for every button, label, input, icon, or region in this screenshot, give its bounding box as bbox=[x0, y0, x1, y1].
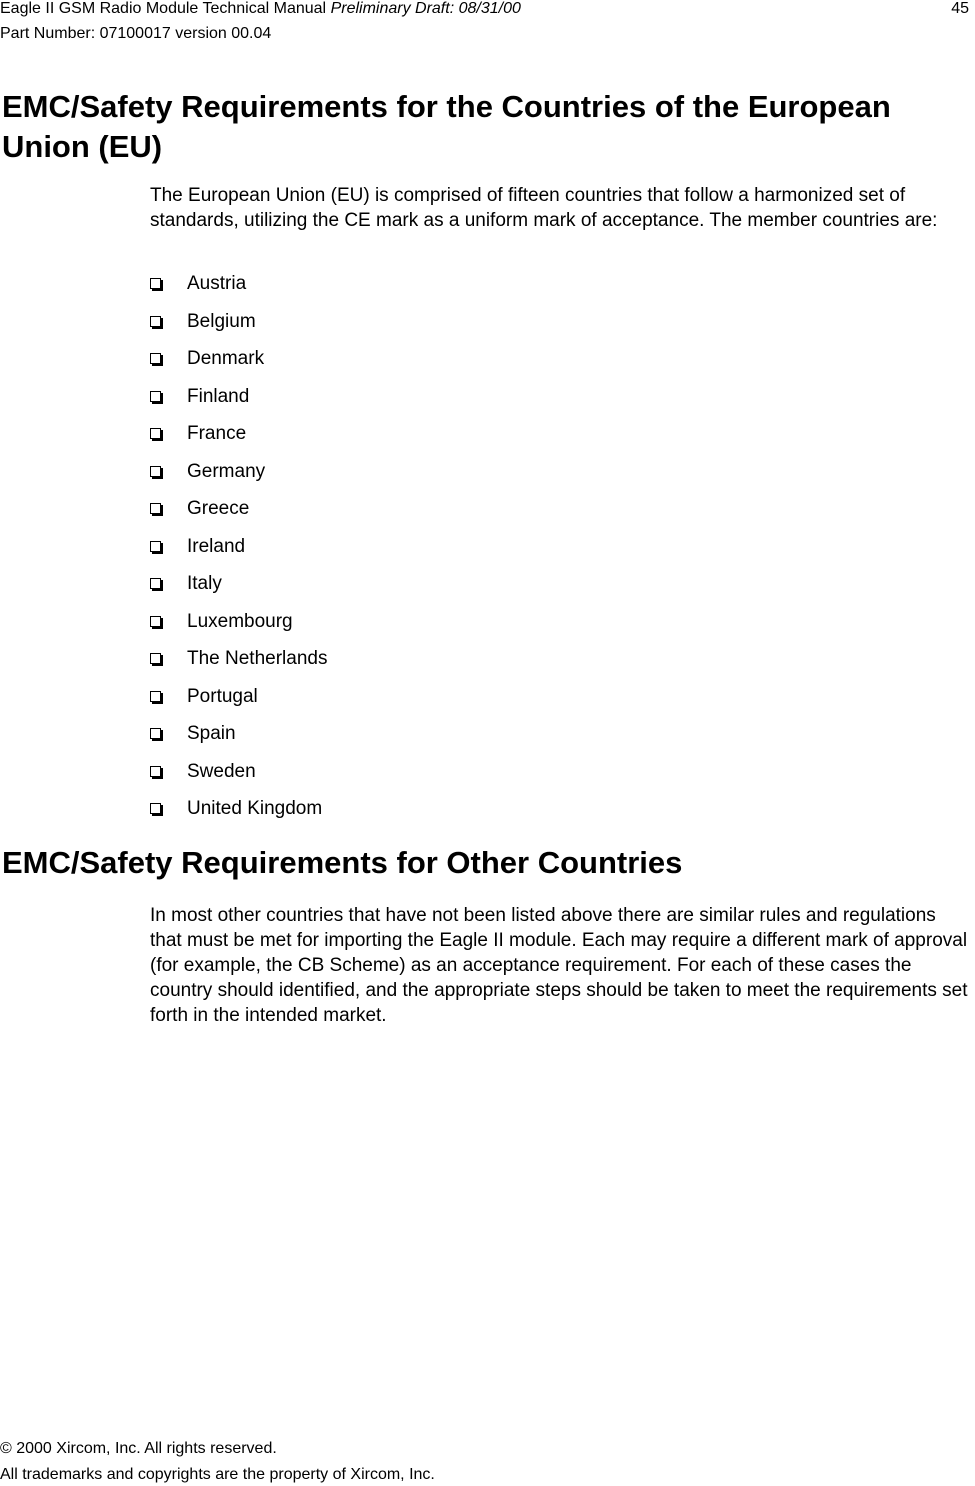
other-countries-paragraph: In most other countries that have not been listed above there are similar rules and regulations that must be met for importing the Eagle II module. Each may require a different mark of approval (for example, the CB Scheme) as an acceptance requirement. For each of these cases the country should identified, and the appropriate steps should be taken to meet the requirements set forth in the intended market. bbox=[150, 905, 968, 1026]
checkbox-bullet-icon bbox=[150, 316, 161, 327]
country-name: Austria bbox=[187, 273, 247, 294]
list-item bbox=[150, 678, 327, 716]
country-name: Luxembourg bbox=[187, 610, 293, 632]
checkbox-bullet-icon bbox=[150, 653, 161, 664]
section-heading-eu: EMC/Safety Requirements for the Countries of the European Union (EU) bbox=[2, 89, 891, 164]
country-name: Greece bbox=[187, 498, 250, 519]
country-name: The Netherlands bbox=[187, 648, 328, 669]
checkbox-bullet-icon bbox=[150, 391, 161, 402]
list-item bbox=[150, 603, 327, 641]
checkbox-bullet-icon bbox=[150, 428, 161, 439]
list-item bbox=[150, 528, 327, 566]
country-name: Germany bbox=[187, 460, 266, 482]
copyright: © 2000 Xircom, Inc. All rights reserved. bbox=[0, 1440, 277, 1457]
draft-label: Preliminary Draft: 08/31/00 bbox=[330, 0, 521, 17]
country-name: Italy bbox=[187, 573, 222, 594]
country-name: Portugal bbox=[187, 685, 258, 707]
trademarks: All trademarks and copyrights are the property of Xircom, Inc. bbox=[0, 1466, 435, 1483]
section-heading-other: EMC/Safety Requirements for Other Countries bbox=[2, 845, 683, 880]
country-name: Finland bbox=[187, 385, 250, 407]
checkbox-bullet-icon bbox=[150, 803, 161, 814]
list-item bbox=[150, 753, 327, 791]
country-name: Sweden bbox=[187, 760, 256, 782]
page-number: 45 bbox=[951, 0, 969, 17]
checkbox-bullet-icon bbox=[150, 691, 161, 702]
checkbox-bullet-icon bbox=[150, 728, 161, 739]
list-item bbox=[150, 378, 327, 416]
running-header bbox=[0, 0, 521, 19]
country-name: Spain bbox=[187, 723, 236, 744]
list-item bbox=[150, 565, 327, 603]
checkbox-bullet-icon bbox=[150, 578, 161, 589]
list-item bbox=[150, 303, 327, 341]
country-name: Belgium bbox=[187, 310, 256, 332]
list-item bbox=[150, 490, 327, 528]
list-item bbox=[150, 265, 327, 303]
list-item bbox=[150, 453, 327, 491]
checkbox-bullet-icon bbox=[150, 616, 161, 627]
checkbox-bullet-icon bbox=[150, 353, 161, 364]
list-item bbox=[150, 640, 327, 678]
checkbox-bullet-icon bbox=[150, 503, 161, 514]
list-item bbox=[150, 790, 327, 828]
manual-title: Eagle II GSM Radio Module Technical Manual bbox=[0, 0, 327, 17]
checkbox-bullet-icon bbox=[150, 466, 161, 477]
country-name: Denmark bbox=[187, 348, 265, 369]
list-item bbox=[150, 340, 327, 378]
country-name: Ireland bbox=[187, 535, 246, 557]
eu-intro-paragraph: The European Union (EU) is comprised of fifteen countries that follow a harmonized set of standards, utilizing the CE mark as a uniform mark of acceptance. The member countries are: bbox=[150, 185, 938, 231]
country-name: France bbox=[187, 423, 247, 444]
checkbox-bullet-icon bbox=[150, 278, 161, 289]
checkbox-bullet-icon bbox=[150, 766, 161, 777]
list-item bbox=[150, 415, 327, 453]
eu-country-list bbox=[150, 265, 327, 828]
list-item bbox=[150, 715, 327, 753]
checkbox-bullet-icon bbox=[150, 541, 161, 552]
part-number: Part Number: 07100017 version 00.04 bbox=[0, 25, 272, 42]
country-name: United Kingdom bbox=[187, 798, 323, 819]
